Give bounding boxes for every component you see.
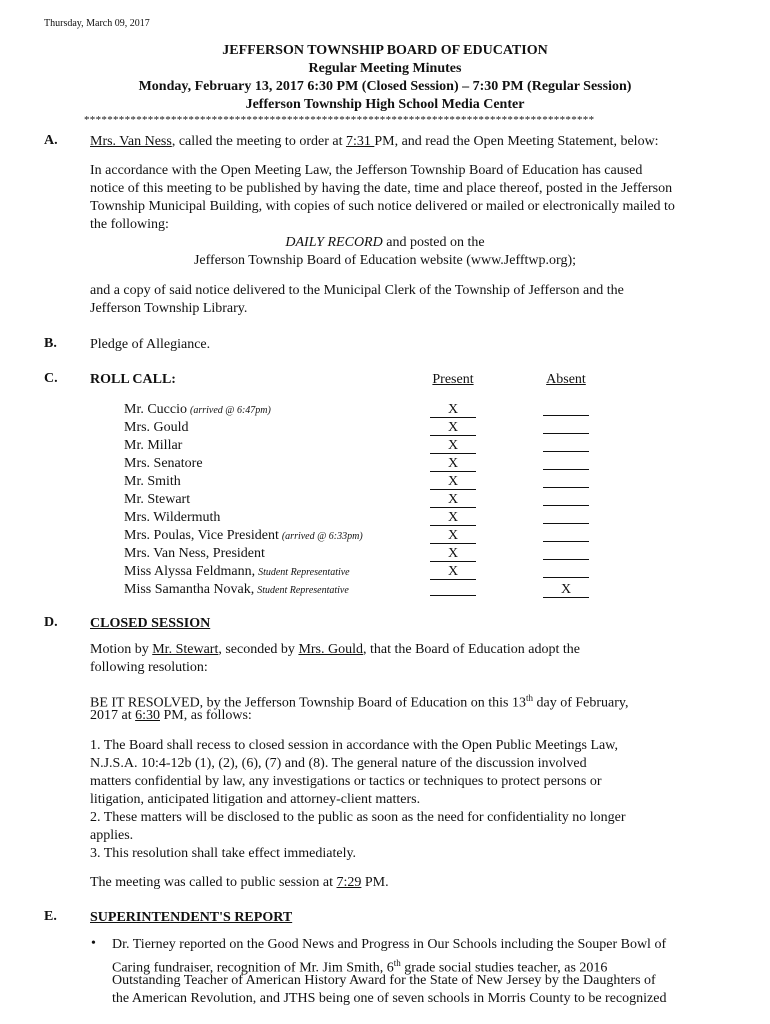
- motion-suffix: , that the Board of Education adopt the: [363, 642, 580, 657]
- item-2-line-2: applies.: [90, 828, 134, 843]
- roll-call-member: [124, 473, 181, 491]
- motion-middle: , seconded by: [218, 642, 299, 657]
- roll-call-member: [124, 509, 220, 527]
- absent-mark: [543, 581, 589, 599]
- present-x: X: [430, 474, 476, 490]
- pledge: Pledge of Allegiance.: [90, 337, 211, 352]
- present-x: X: [430, 546, 476, 562]
- resolution-text-end: day of February,: [532, 695, 629, 711]
- section-c-label: C.: [44, 371, 58, 386]
- member-name: Mrs. Senatore: [124, 456, 203, 471]
- motion-line-2: following resolution:: [90, 660, 208, 675]
- present-header: Present: [432, 372, 474, 387]
- daily-record-rest: and posted on the: [382, 235, 485, 250]
- resolution-date: 2017 at: [90, 708, 136, 723]
- absent-blank: [543, 455, 589, 470]
- roll-call-title: ROLL CALL:: [90, 372, 176, 387]
- member-note: Student Representative: [258, 567, 350, 578]
- item-2-line-1: 2. These matters will be disclosed to the public as soon as the need for confidentiality no longer: [90, 810, 626, 825]
- section-b-label: B.: [44, 336, 57, 351]
- absent-x: X: [543, 582, 589, 598]
- present-mark: [430, 527, 476, 545]
- item-1-line-1: 1. The Board shall recess to closed session in accordance with the Open Public Meetings Law,: [90, 738, 618, 753]
- absent-blank: [543, 509, 589, 524]
- item-3: 3. This resolution shall take effect immediately.: [90, 846, 357, 861]
- roll-call-member: [124, 455, 203, 473]
- present-x: X: [430, 402, 476, 418]
- roll-call-member: [124, 401, 271, 420]
- member-name: Mr. Cuccio: [124, 402, 187, 417]
- roll-call-member: [124, 527, 363, 546]
- absent-header: Absent: [546, 372, 586, 387]
- section-e-label: E.: [44, 909, 57, 924]
- open-meeting-statement-line-3: Township Municipal Building, with copies of such notice delivered or mailed or electronically mailed to: [90, 199, 675, 214]
- bullet-icon: •: [91, 936, 96, 951]
- section-d-label: D.: [44, 615, 58, 630]
- resolution-time: 6:30: [135, 708, 160, 723]
- public-session-time: 7:29: [336, 875, 362, 890]
- call-to-order-time: 7:31: [345, 134, 375, 149]
- absent-blank: [543, 563, 589, 578]
- member-name: Miss Samantha Novak,: [124, 582, 255, 597]
- section-a-label: A.: [44, 133, 58, 148]
- member-note: (arrived @ 6:33pm): [281, 531, 363, 542]
- motion-prefix: Motion by: [90, 642, 153, 657]
- report-line-4: the American Revolution, and JTHS being one of seven schools in Morris County to be recognized: [112, 991, 667, 1006]
- absent-blank: [543, 419, 589, 434]
- present-mark: [430, 455, 476, 473]
- present-mark: [430, 437, 476, 455]
- item-1-line-4: litigation, anticipated litigation and attorney-client matters.: [90, 792, 421, 807]
- resolution-follows: PM, as follows:: [160, 708, 252, 723]
- absent-blank: [543, 545, 589, 560]
- member-note: Student Representative: [257, 585, 349, 596]
- separator-line: ****************************************************************************************: [84, 114, 595, 126]
- open-meeting-statement-line-4: the following:: [90, 217, 169, 232]
- absent-blank: [543, 527, 589, 542]
- member-name: Mr. Smith: [124, 474, 181, 489]
- member-name: Mrs. Wildermuth: [124, 510, 221, 525]
- print-date: Thursday, March 09, 2017: [44, 18, 150, 29]
- member-note: (arrived @ 6:47pm): [190, 405, 271, 416]
- notice-copy-line-1: and a copy of said notice delivered to the Municipal Clerk of the Township of Jefferson and the: [90, 283, 624, 298]
- notice-copy-line-2: Jefferson Township Library.: [90, 301, 248, 316]
- item-1-line-2: N.J.S.A. 10:4-12b (1), (2), (6), (7) and (8). The general nature of the discussion involved: [90, 756, 587, 771]
- member-name: Mr. Stewart: [124, 492, 191, 507]
- item-1-line-3: matters confidential by law, any investigations or tactics or techniques to protect persons or: [90, 774, 602, 789]
- present-x: X: [430, 510, 476, 526]
- present-x: X: [430, 456, 476, 472]
- meeting-location: Jefferson Township High School Media Center: [245, 97, 525, 112]
- present-x: X: [430, 420, 476, 436]
- present-mark: [430, 545, 476, 563]
- present-x: X: [430, 438, 476, 454]
- presiding-officer: Mrs. Van Ness: [90, 134, 172, 149]
- open-meeting-statement-line-2: notice of this meeting to be published by having the date, time and place thereof, posted in the Jefferson: [90, 181, 673, 196]
- meeting-date: Monday, February 13, 2017 6:30 PM (Closed Session) – 7:30 PM (Regular Session): [138, 79, 632, 94]
- ordinal-suffix: th: [393, 958, 401, 968]
- resolution-line-2: [90, 707, 730, 725]
- document-title: JEFFERSON TOWNSHIP BOARD OF EDUCATION: [222, 43, 548, 58]
- mover: Mr. Stewart: [152, 642, 219, 657]
- absent-blank: [543, 491, 589, 506]
- seconder: Mrs. Gould: [298, 642, 363, 657]
- daily-record: DAILY RECORD: [285, 235, 383, 250]
- absent-blank: [543, 473, 589, 488]
- roll-call-member: [124, 437, 182, 455]
- present-blank: [430, 581, 476, 596]
- roll-call-member: [124, 563, 350, 582]
- member-name: Mrs. Gould: [124, 420, 189, 435]
- roll-call-member: [124, 545, 265, 563]
- member-name: Mr. Millar: [124, 438, 183, 453]
- open-meeting-statement-line-1: In accordance with the Open Meeting Law, the Jefferson Township Board of Education has caused: [90, 163, 643, 178]
- present-x: X: [430, 492, 476, 508]
- present-mark: [430, 419, 476, 437]
- call-to-order-text-end: PM, and read the Open Meeting Statement, below:: [374, 134, 659, 149]
- public-session-line: [90, 874, 730, 892]
- present-mark: [430, 509, 476, 527]
- daily-record-line: [0, 234, 770, 252]
- member-name: Mrs. Poulas, Vice President: [124, 528, 279, 543]
- present-mark: [430, 473, 476, 491]
- roll-call-member: [124, 419, 189, 437]
- public-session-pm: PM.: [361, 875, 389, 890]
- superintendent-report-title: SUPERINTENDENT'S REPORT: [90, 910, 293, 925]
- motion-line-1: [90, 641, 730, 659]
- public-session-text: The meeting was called to public session at: [90, 875, 337, 890]
- website-line: Jefferson Township Board of Education website (www.Jefftwp.org);: [193, 253, 576, 268]
- absent-blank: [543, 437, 589, 452]
- report-line-3: Outstanding Teacher of American History Award for the State of New Jersey by the Daughters of: [112, 973, 656, 988]
- roll-call-member: [124, 581, 349, 600]
- document-subtitle: Regular Meeting Minutes: [308, 61, 462, 76]
- present-mark: [430, 491, 476, 509]
- present-x: X: [430, 528, 476, 544]
- present-mark: [430, 401, 476, 419]
- roll-call-member: [124, 491, 190, 509]
- present-mark: [430, 581, 476, 602]
- resolution-text: BE IT RESOLVED, by the Jefferson Township Board of Education on this 13: [90, 695, 526, 711]
- call-to-order-text: , called the meeting to order at: [171, 134, 346, 149]
- report-line-1: Dr. Tierney reported on the Good News and Progress in Our Schools including the Souper Bowl of: [112, 937, 667, 952]
- present-mark: [430, 563, 476, 581]
- member-name: Mrs. Van Ness, President: [124, 546, 265, 561]
- absent-blank: [543, 401, 589, 416]
- report-line-2-text: Caring fundraiser, recognition of Mr. Jim Smith, 6: [112, 960, 394, 976]
- ordinal-suffix: th: [525, 693, 533, 703]
- present-x: X: [430, 564, 476, 580]
- call-to-order: [90, 133, 730, 151]
- member-name: Miss Alyssa Feldmann,: [124, 564, 256, 579]
- report-line-2-end: grade social studies teacher, as 2016: [400, 960, 608, 976]
- closed-session-title: CLOSED SESSION: [90, 616, 211, 631]
